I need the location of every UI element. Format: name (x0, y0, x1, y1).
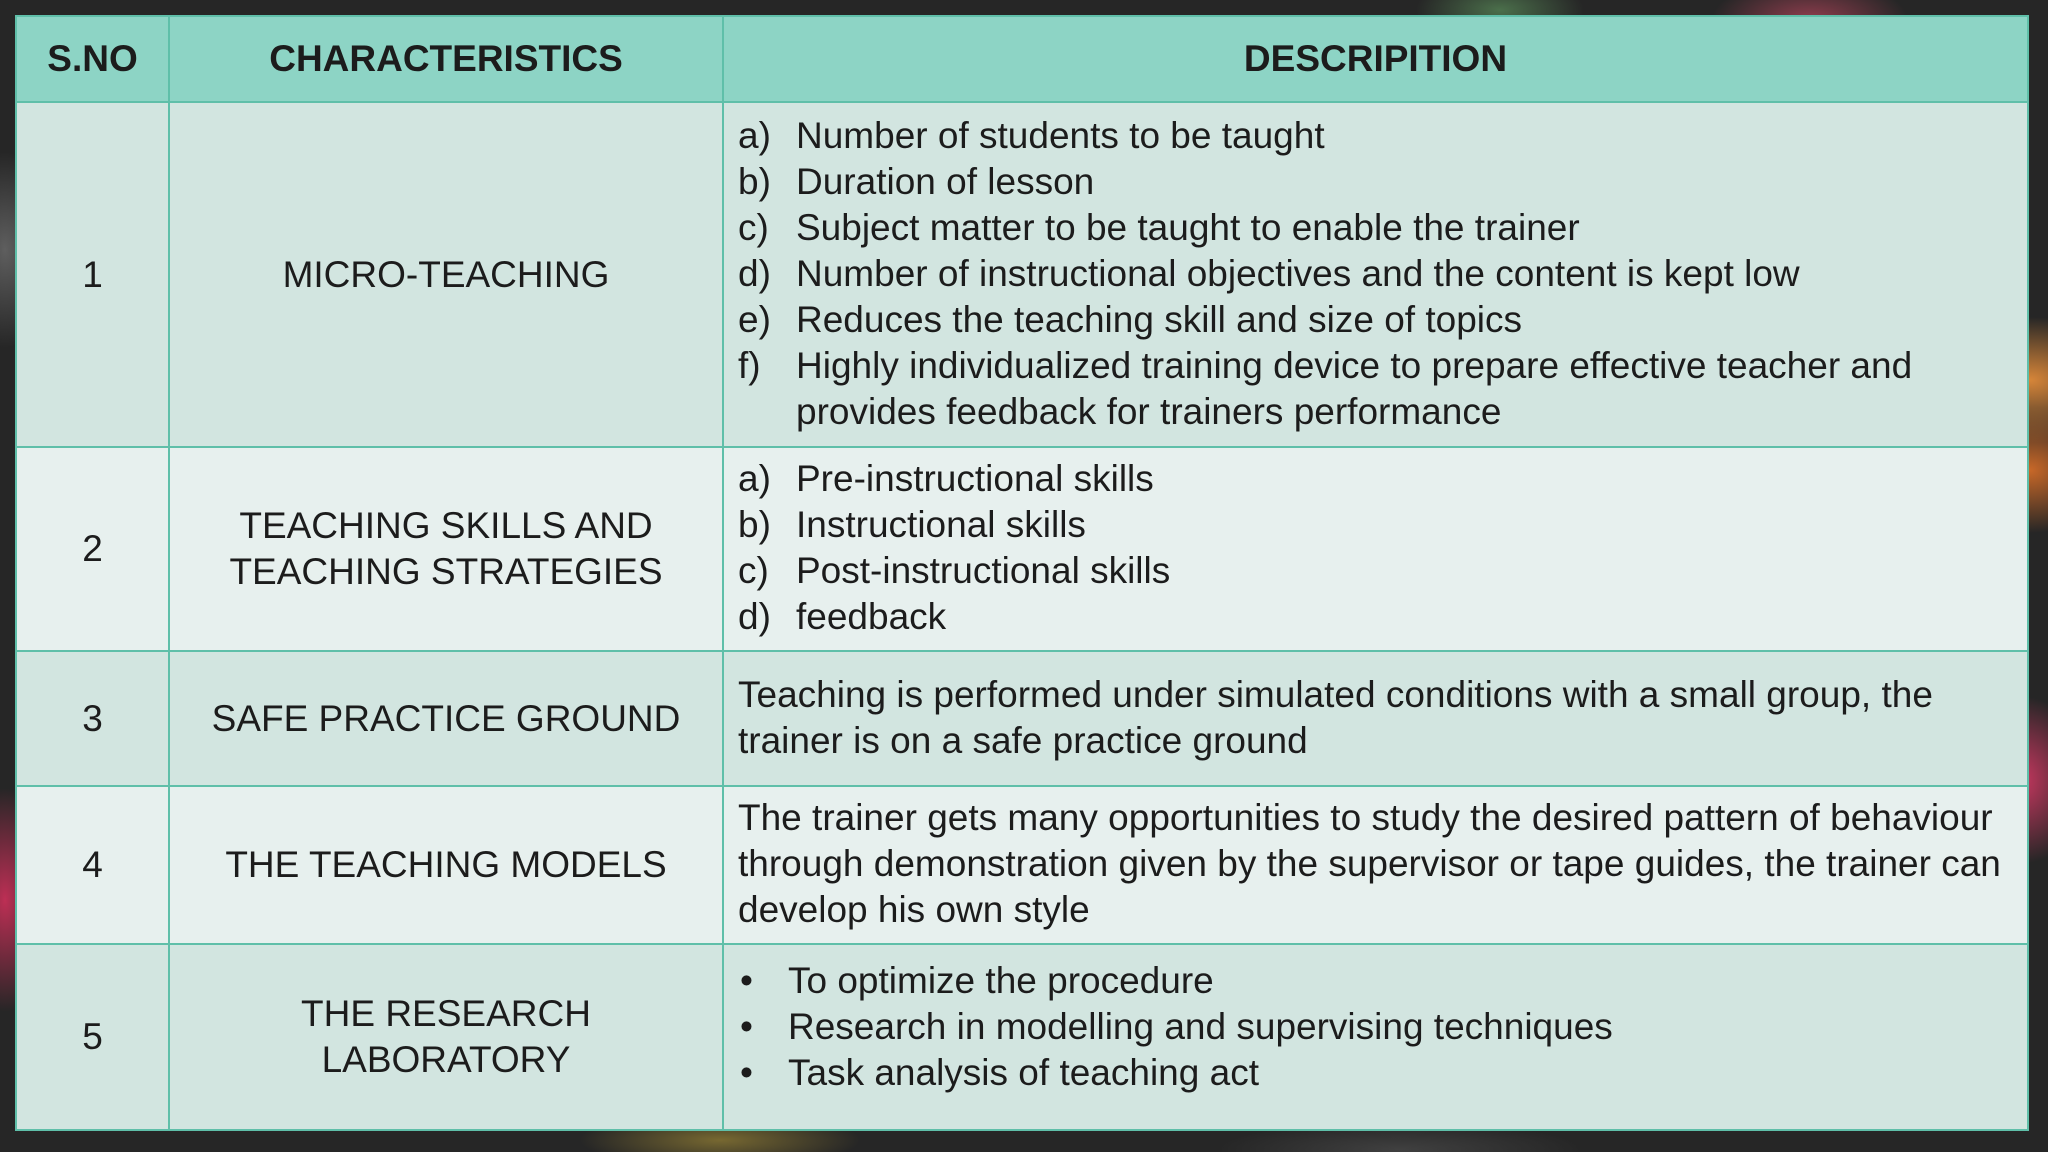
list-item-text: feedback (796, 596, 947, 637)
row-sno: 1 (16, 102, 169, 447)
list-item (738, 958, 2013, 1004)
list-item-text: Number of students to be taught (796, 114, 1325, 156)
row-characteristic: TEACHING SKILLS AND TEACHING STRATEGIES (169, 447, 723, 651)
list-marker: e) (738, 298, 771, 340)
list-item-text: To optimize the procedure (788, 960, 1214, 1001)
table-header-row (16, 16, 2028, 102)
row-characteristic: MICRO-TEACHING (169, 102, 723, 447)
row-sno: 5 (16, 944, 169, 1130)
list-marker: a) (738, 458, 771, 499)
description-paragraph: The trainer gets many opportunities to study the desired pattern of behaviour through demonstration given by the supervisor or tape guides, the trainer can develop his own style (738, 797, 2001, 930)
list-item (738, 113, 2013, 159)
row-characteristic: SAFE PRACTICE GROUND (169, 651, 723, 786)
row-sno: 4 (16, 786, 169, 944)
list-item (738, 205, 2013, 251)
description-paragraph: Teaching is performed under simulated conditions with a small group, the trainer is on a safe practice ground (738, 673, 1933, 761)
header-characteristics: CHARACTERISTICS (169, 16, 723, 102)
description-bullet-list (738, 958, 2013, 1096)
bullet-marker: • (740, 1052, 753, 1093)
table-row (16, 102, 2028, 447)
list-marker: b) (738, 504, 771, 545)
bullet-marker: • (740, 960, 753, 1001)
list-marker: d) (738, 252, 771, 294)
characteristics-table-container (15, 15, 2029, 1131)
list-item (738, 343, 2013, 435)
list-item (738, 594, 2013, 640)
description-list (738, 113, 2013, 435)
list-item-text: Instructional skills (796, 504, 1086, 545)
description-list (738, 456, 2013, 640)
list-item (738, 251, 2013, 297)
row-description (723, 944, 2028, 1130)
list-item (738, 502, 2013, 548)
list-item (738, 1004, 2013, 1050)
row-characteristic: THE TEACHING MODELS (169, 786, 723, 944)
row-sno: 3 (16, 651, 169, 786)
row-description (723, 651, 2028, 786)
table-row (16, 447, 2028, 651)
list-item-text: Post-instructional skills (796, 550, 1171, 591)
list-marker: b) (738, 160, 771, 202)
list-marker: d) (738, 596, 771, 637)
header-description: DESCRIPITION (723, 16, 2028, 102)
table-row (16, 651, 2028, 786)
list-item-text: Subject matter to be taught to enable the trainer (796, 206, 1580, 248)
header-sno: S.NO (16, 16, 169, 102)
list-item (738, 456, 2013, 502)
list-item-text: Duration of lesson (796, 160, 1095, 202)
list-item (738, 159, 2013, 205)
list-marker: a) (738, 114, 771, 156)
list-marker: c) (738, 206, 769, 248)
list-item-text: Task analysis of teaching act (788, 1052, 1259, 1093)
row-sno: 2 (16, 447, 169, 651)
row-characteristic: THE RESEARCH LABORATORY (169, 944, 723, 1130)
list-marker: f) (738, 344, 761, 386)
list-item (738, 1050, 2013, 1096)
list-item-text: Number of instructional objectives and the content is kept low (796, 252, 1800, 294)
list-item-text: Reduces the teaching skill and size of topics (796, 298, 1523, 340)
list-item-text: Research in modelling and supervising techniques (788, 1006, 1613, 1047)
list-item-text: Pre-instructional skills (796, 458, 1154, 499)
table-row (16, 786, 2028, 944)
list-item (738, 297, 2013, 343)
list-marker: c) (738, 550, 769, 591)
characteristics-table (15, 15, 2029, 1131)
row-description (723, 102, 2028, 447)
list-item-text: Highly individualized training device to prepare effective teacher and provides feedback for trainers performance (796, 344, 1913, 432)
row-description (723, 786, 2028, 944)
bullet-marker: • (740, 1006, 753, 1047)
row-description (723, 447, 2028, 651)
list-item (738, 548, 2013, 594)
table-row (16, 944, 2028, 1130)
